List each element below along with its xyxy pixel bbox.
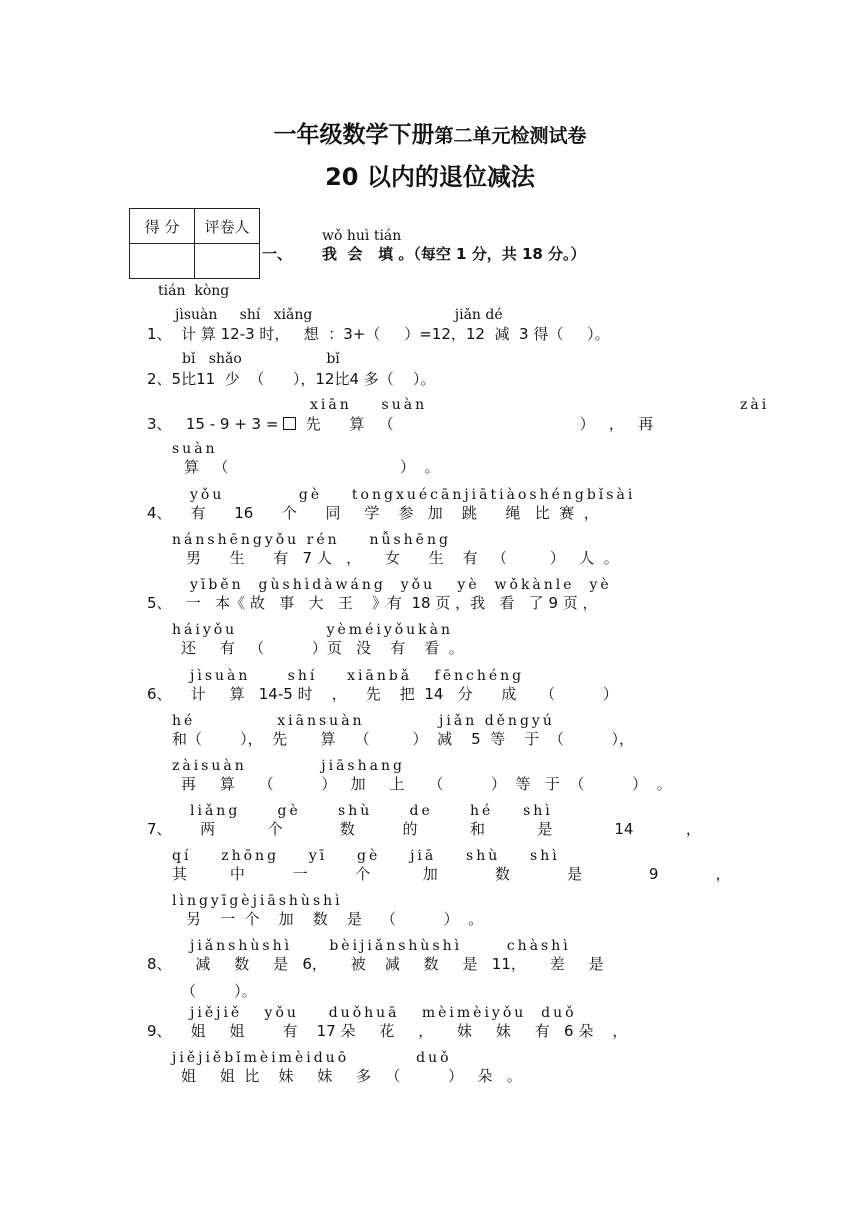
- q2-text: 2、5比11 少 （ ），12比4 多（ ）。: [147, 370, 436, 388]
- q7-text-3: 另 一 个 加 数 是 （ ） 。: [186, 910, 484, 928]
- score-table: [129, 208, 260, 279]
- q4-pinyin: yǒu gè tongxuécānjiātiàoshéngbǐsài: [190, 487, 636, 503]
- q8-pinyin: jiǎnshùshì bèijiǎnshùshì chàshì: [190, 938, 571, 954]
- q8-text-2: （ ）。: [181, 982, 257, 1000]
- q5-pinyin-2: háiyǒu yèméiyǒukàn: [172, 622, 454, 638]
- answer-box[interactable]: [283, 417, 296, 430]
- q6-text: 6、 计 算 14-5 时 ， 先 把 14 分 成 （ ）: [147, 685, 618, 703]
- q4-pinyin-2: nánshēngyǒu rén nǚshēng: [172, 532, 451, 548]
- score-header: 得 分: [130, 209, 195, 244]
- q6-pinyin: jìsuàn shí xiānbǎ fēnchéng: [190, 668, 525, 684]
- q7-text: 7、 两 个 数 的 和 是 14 ，: [147, 820, 701, 838]
- q1-text: 1、 计 算 12-3 时， 想 ：3+（ ）=12，12 减 3 得（ ）。: [147, 325, 610, 343]
- q3-text: 3、 15 - 9 + 3 = 先 算 （ ） ， 再: [147, 415, 654, 433]
- q7-pinyin-3: lìngyīgèjiāshùshì: [172, 893, 343, 909]
- q9-pinyin: jiějiě yǒu duǒhuā mèimèiyǒu duǒ: [190, 1005, 577, 1021]
- q9-pinyin-2: jiějiěbǐmèimèiduō duǒ: [172, 1050, 452, 1066]
- grader-cell[interactable]: [195, 244, 260, 279]
- section1-pinyin: wǒ huì tián: [322, 228, 402, 244]
- q3-pinyin-2: suàn: [172, 441, 218, 457]
- q5-text: 5、 一 本《 故 事 大 王 》有 18 页 ，我 看 了 9 页 ，: [147, 594, 598, 612]
- q4-text: 4、 有 16 个 同 学 参 加 跳 绳 比 赛 ，: [147, 504, 599, 522]
- section1-title: 我 会 填 。（每空 1 分，共 18 分。）: [322, 245, 586, 263]
- q9-text-2: 姐 姐 比 妹 妹 多 （ ） 朵 。: [181, 1067, 522, 1085]
- section1-pinyin-2: tián kòng: [158, 283, 230, 299]
- q7-pinyin: liǎng gè shù de hé shì: [190, 803, 553, 819]
- q6-pinyin-3: zàisuàn jiāshang: [172, 758, 405, 774]
- q5-pinyin: yīběn gùshìdàwáng yǒu yè wǒkànle yè: [190, 577, 612, 593]
- q2-pinyin: bǐ shǎo bǐ: [182, 351, 340, 367]
- q6-text-2: 和（ ）， 先 算 （ ） 减 5 等 于 （ ），: [172, 730, 635, 748]
- q9-text: 9、 姐 姐 有 17 朵 花 ， 妹 妹 有 6 朵 ，: [147, 1022, 628, 1040]
- q7-pinyin-2: qí zhōng yī gè jiā shù shì: [172, 848, 560, 864]
- q7-text-2: 其 中 一 个 加 数 是 9 ，: [172, 865, 731, 883]
- page-title: 一年级数学下册第二单元检测试卷: [273, 122, 587, 148]
- q6-text-3: 再 算 （ ） 加 上 （ ） 等 于 （ ） 。: [181, 775, 672, 793]
- q8-text: 8、 减 数 是 6， 被 减 数 是 11， 差 是: [147, 955, 604, 973]
- q1-pinyin: jìsuàn shí xiǎng jiǎn dé: [175, 307, 503, 323]
- q4-text-2: 男 生 有 7 人 ， 女 生 有 （ ） 人 。: [186, 549, 619, 567]
- page-subtitle: 20 以内的退位减法: [325, 163, 535, 191]
- q3-text-2: 算 （ ） 。: [184, 458, 440, 476]
- q5-text-2: 还 有 （ ）页 没 有 看 。: [181, 639, 464, 657]
- grader-header: 评卷人: [195, 209, 260, 244]
- section1-number: 一、: [262, 245, 293, 263]
- q3-pinyin: xiān suàn zài: [310, 397, 770, 413]
- score-cell[interactable]: [130, 244, 195, 279]
- q6-pinyin-2: hé xiānsuàn jiǎn děngyú: [172, 713, 555, 729]
